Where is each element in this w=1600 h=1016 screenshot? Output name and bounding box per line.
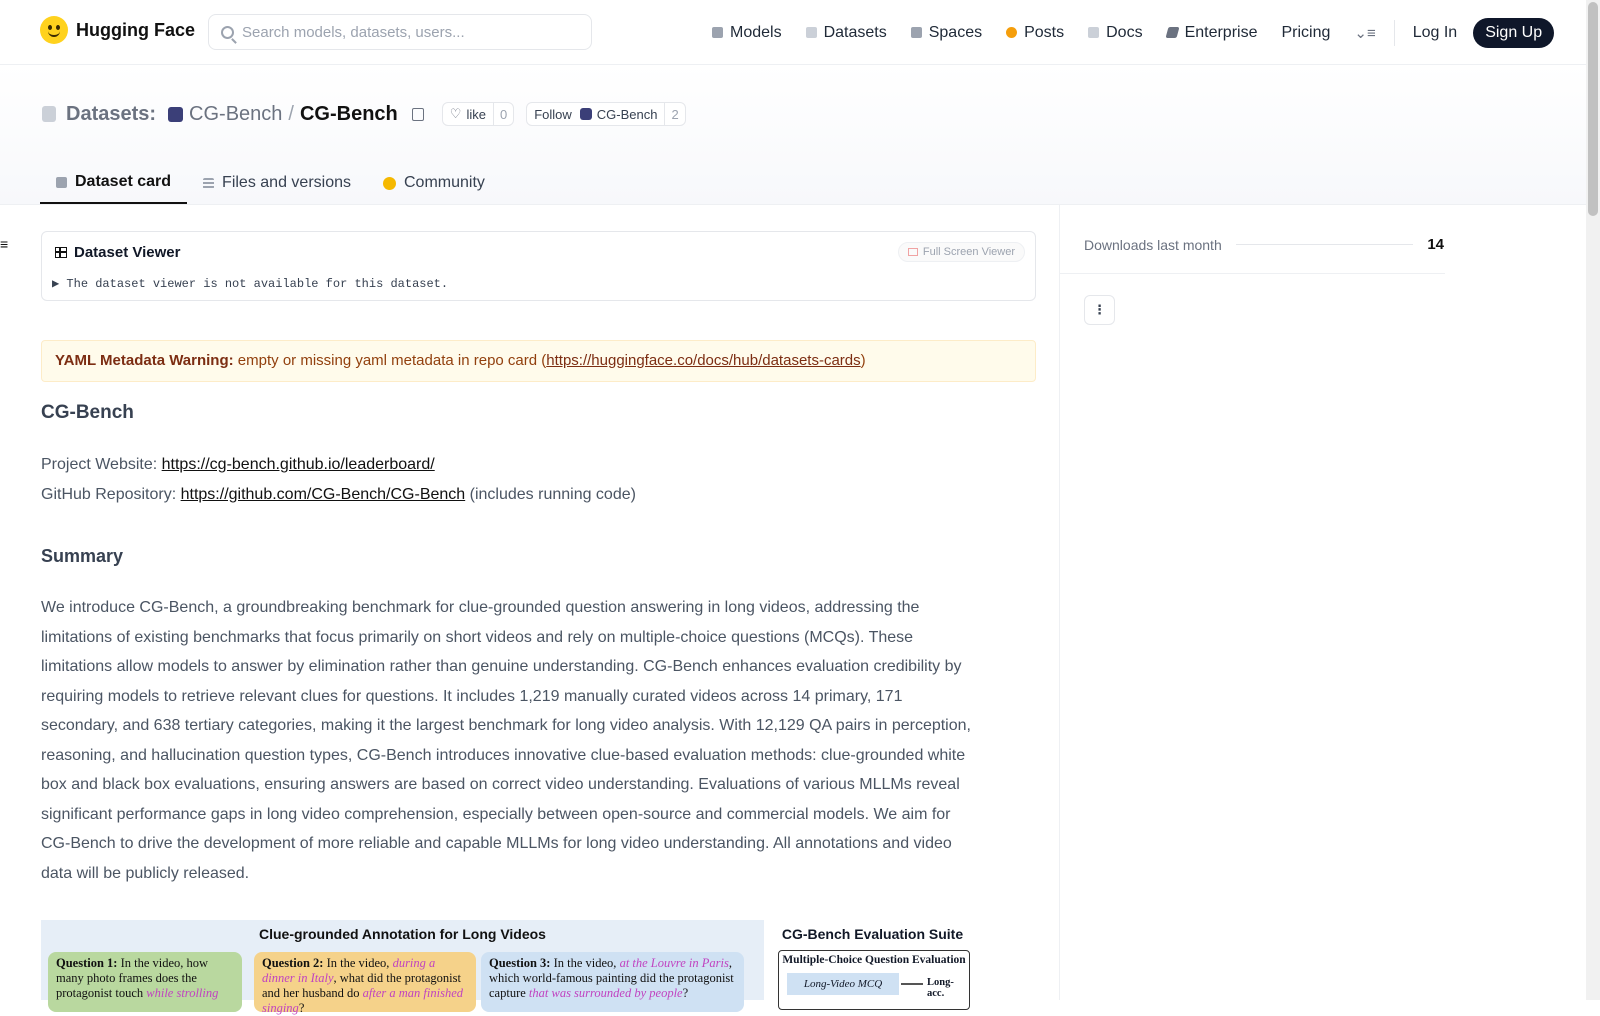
nav-models[interactable] <box>700 0 794 65</box>
models-icon <box>712 27 723 38</box>
nav-enterprise-label: Enterprise <box>1184 23 1258 41</box>
datasets-icon <box>806 27 817 38</box>
nav-models-label: Models <box>730 23 782 41</box>
summary-heading: Summary <box>41 546 124 566</box>
mcq-output: Long-acc. <box>927 977 954 999</box>
mcq-evaluation-box <box>778 950 970 1010</box>
viewer-title <box>55 244 180 261</box>
q3-end: ? <box>682 986 689 1000</box>
project-website-line <box>41 450 981 480</box>
login-link[interactable] <box>1401 0 1469 65</box>
tab-community-label: Community <box>404 174 485 191</box>
like-button[interactable] <box>442 102 514 126</box>
top-navbar <box>0 0 1586 65</box>
main-nav <box>700 0 1554 65</box>
warning-link[interactable]: https://huggingface.co/docs/hub/datasets-cards <box>546 352 861 369</box>
q3-text-2: , which world-famous painting did the protagonist capture <box>489 956 734 1000</box>
nav-spaces[interactable] <box>899 0 994 65</box>
figure-left-title: Clue-grounded Annotation for Long Videos <box>259 926 546 942</box>
docs-icon <box>1088 27 1099 38</box>
question-2-box <box>254 952 476 1015</box>
fullscreen-label: Full Screen Viewer <box>922 246 1015 258</box>
q2-text-2: , what did the protagonist and her husband do <box>262 971 461 1000</box>
warning-text: empty or missing yaml metadata in repo card ( <box>233 352 547 369</box>
summary-paragraph: We introduce CG-Bench, a groundbreaking benchmark for clue-grounded question answering in long videos, addressing the limitations of existing benchmarks that focus primarily on short videos and rely on multiple-choice questions (MCQs). These limitations allow models to answer by elimination rather than genuine understanding. CG-Bench enhances evaluation credibility by requiring models to retrieve relevant clues for questions. It includes 1,219 manually curated videos across 14 primary, 171 secondary, and 638 tertiary categories, making it the largest benchmark for long video analysis. With 12,129 QA pairs in perception, reasoning, and hallucination question types, CG-Bench introduces innovative clue-based evaluation methods: clue-grounded white box and black box evaluations, ensuring answers are based on correct video understanding. Evaluations of various MLLMs reveal significant performance gaps in long video comprehension, especially between open-source and commercial models. We aim for CG-Bench to drive the development of more reliable and capable MLLMs for long video understanding. All annotations and video data will be publicly released. <box>41 599 971 882</box>
nav-pricing[interactable] <box>1269 0 1342 65</box>
org-link[interactable]: CG-Bench <box>189 102 283 125</box>
figure-evaluation-panel <box>768 920 977 1000</box>
like-count: 0 <box>493 103 513 125</box>
table-icon <box>55 247 67 258</box>
downloads-value: 14 <box>1427 236 1444 253</box>
downloads-sparkline <box>1236 244 1414 245</box>
heart-icon: ♡ <box>449 106 462 121</box>
github-label: GitHub Repository: <box>41 486 181 503</box>
search-icon <box>221 26 234 39</box>
tab-files-and-versions[interactable] <box>187 162 367 204</box>
search-box[interactable] <box>208 14 592 50</box>
like-label: like <box>466 106 486 122</box>
nav-posts-label: Posts <box>1024 23 1065 41</box>
posts-icon <box>1006 27 1017 38</box>
datasets-crumb[interactable]: Datasets: <box>66 102 157 125</box>
nav-enterprise[interactable] <box>1155 0 1270 65</box>
nav-datasets-label: Datasets <box>823 23 887 41</box>
breadcrumb-separator: / <box>288 102 294 125</box>
dataset-icon <box>42 106 56 122</box>
website-link[interactable]: https://cg-bench.github.io/leaderboard/ <box>161 456 435 473</box>
scrollbar-thumb[interactable] <box>1588 2 1598 216</box>
dataset-card-content <box>41 398 981 888</box>
toc-toggle-icon[interactable]: ≡ <box>0 236 9 252</box>
tab-dataset-card[interactable] <box>40 162 187 204</box>
files-icon <box>203 178 214 189</box>
community-icon <box>383 177 396 190</box>
breadcrumb <box>42 102 686 126</box>
figure-right-title: CG-Bench Evaluation Suite <box>781 926 964 942</box>
figure-annotation-panel <box>41 920 764 1015</box>
follow-button[interactable] <box>526 102 686 126</box>
repo-header <box>0 65 1586 205</box>
search-input[interactable] <box>242 24 572 41</box>
more-menu-icon: ⌄≡ <box>1354 24 1376 42</box>
tab-community[interactable] <box>367 162 501 204</box>
repo-name[interactable]: CG-Bench <box>299 102 398 125</box>
warning-end: ) <box>860 352 866 369</box>
nav-spaces-label: Spaces <box>928 23 983 41</box>
downloads-stat <box>1084 236 1444 253</box>
sidebar-divider <box>1059 205 1060 1000</box>
nav-docs[interactable] <box>1076 0 1154 65</box>
card-title: CG-Bench <box>41 402 134 423</box>
q1-emphasis: while strolling <box>146 986 219 1000</box>
follow-count: 2 <box>664 103 684 125</box>
website-label: Project Website: <box>41 456 162 473</box>
nav-posts[interactable] <box>994 0 1076 65</box>
repo-tabs <box>40 162 501 204</box>
tab-dataset-card-label: Dataset card <box>75 173 172 190</box>
full-screen-viewer-button[interactable] <box>898 242 1025 262</box>
mcq-title: Multiple-Choice Question Evaluation <box>782 954 966 966</box>
github-line <box>41 480 981 510</box>
sidebar-separator <box>1060 273 1445 274</box>
overview-figure <box>41 920 977 1015</box>
mcq-chip: Long-Video MCQ <box>787 973 899 995</box>
dataset-viewer <box>41 231 1036 301</box>
q1-text: In the video, how many photo frames does the protagonist touch <box>56 956 209 1000</box>
kebab-icon: ⋮ <box>1093 302 1106 317</box>
q2-emphasis-1: during a dinner in Italy <box>262 956 436 985</box>
q3-label: Question 3: <box>489 956 551 970</box>
brand-name: Hugging Face <box>76 19 196 40</box>
follow-org-name: CG-Bench <box>596 106 658 122</box>
more-options-button[interactable] <box>1084 295 1115 325</box>
follow-org-avatar <box>580 108 592 120</box>
signup-button[interactable]: Sign Up <box>1473 18 1554 48</box>
viewer-title-text: Dataset Viewer <box>74 244 181 261</box>
table-icon <box>908 248 918 256</box>
viewer-unavailable-toggle[interactable]: ▶ The dataset viewer is not available for this dataset. <box>52 277 449 291</box>
nav-pricing-label: Pricing <box>1281 23 1331 41</box>
nav-divider <box>1394 20 1395 46</box>
tab-files-label: Files and versions <box>222 174 351 191</box>
copy-icon[interactable] <box>412 108 424 121</box>
q2-label: Question 2: <box>262 956 324 970</box>
q2-end: ? <box>298 1001 305 1015</box>
github-link[interactable]: https://github.com/CG-Bench/CG-Bench <box>180 486 466 503</box>
warning-title: YAML Metadata Warning: <box>55 352 234 369</box>
arrow-icon <box>901 983 923 985</box>
question-1-box <box>48 952 242 1012</box>
question-3-box <box>481 952 744 1012</box>
github-suffix: (includes running code) <box>465 486 636 503</box>
nav-docs-label: Docs <box>1106 23 1143 41</box>
q3-emphasis-1: at the Louvre in Paris <box>619 956 729 970</box>
org-avatar <box>168 107 183 122</box>
brand[interactable] <box>40 16 195 44</box>
nav-more[interactable] <box>1342 0 1387 65</box>
yaml-warning <box>41 340 1036 382</box>
q3-text: In the video, <box>550 956 620 970</box>
q1-label: Question 1: <box>56 956 118 970</box>
dataset-card-icon <box>56 177 67 188</box>
downloads-label: Downloads last month <box>1084 236 1222 253</box>
enterprise-icon <box>1165 27 1179 38</box>
q3-emphasis-2: that was surrounded by people <box>528 986 683 1000</box>
hugging-face-logo-icon <box>40 16 68 44</box>
q2-emphasis-2: after a man finished singing <box>262 986 464 1015</box>
follow-label: Follow <box>534 106 572 122</box>
spaces-icon <box>911 27 922 38</box>
login-label: Log In <box>1412 23 1458 41</box>
q2-text: In the video, <box>323 956 393 970</box>
nav-datasets[interactable] <box>794 0 899 65</box>
